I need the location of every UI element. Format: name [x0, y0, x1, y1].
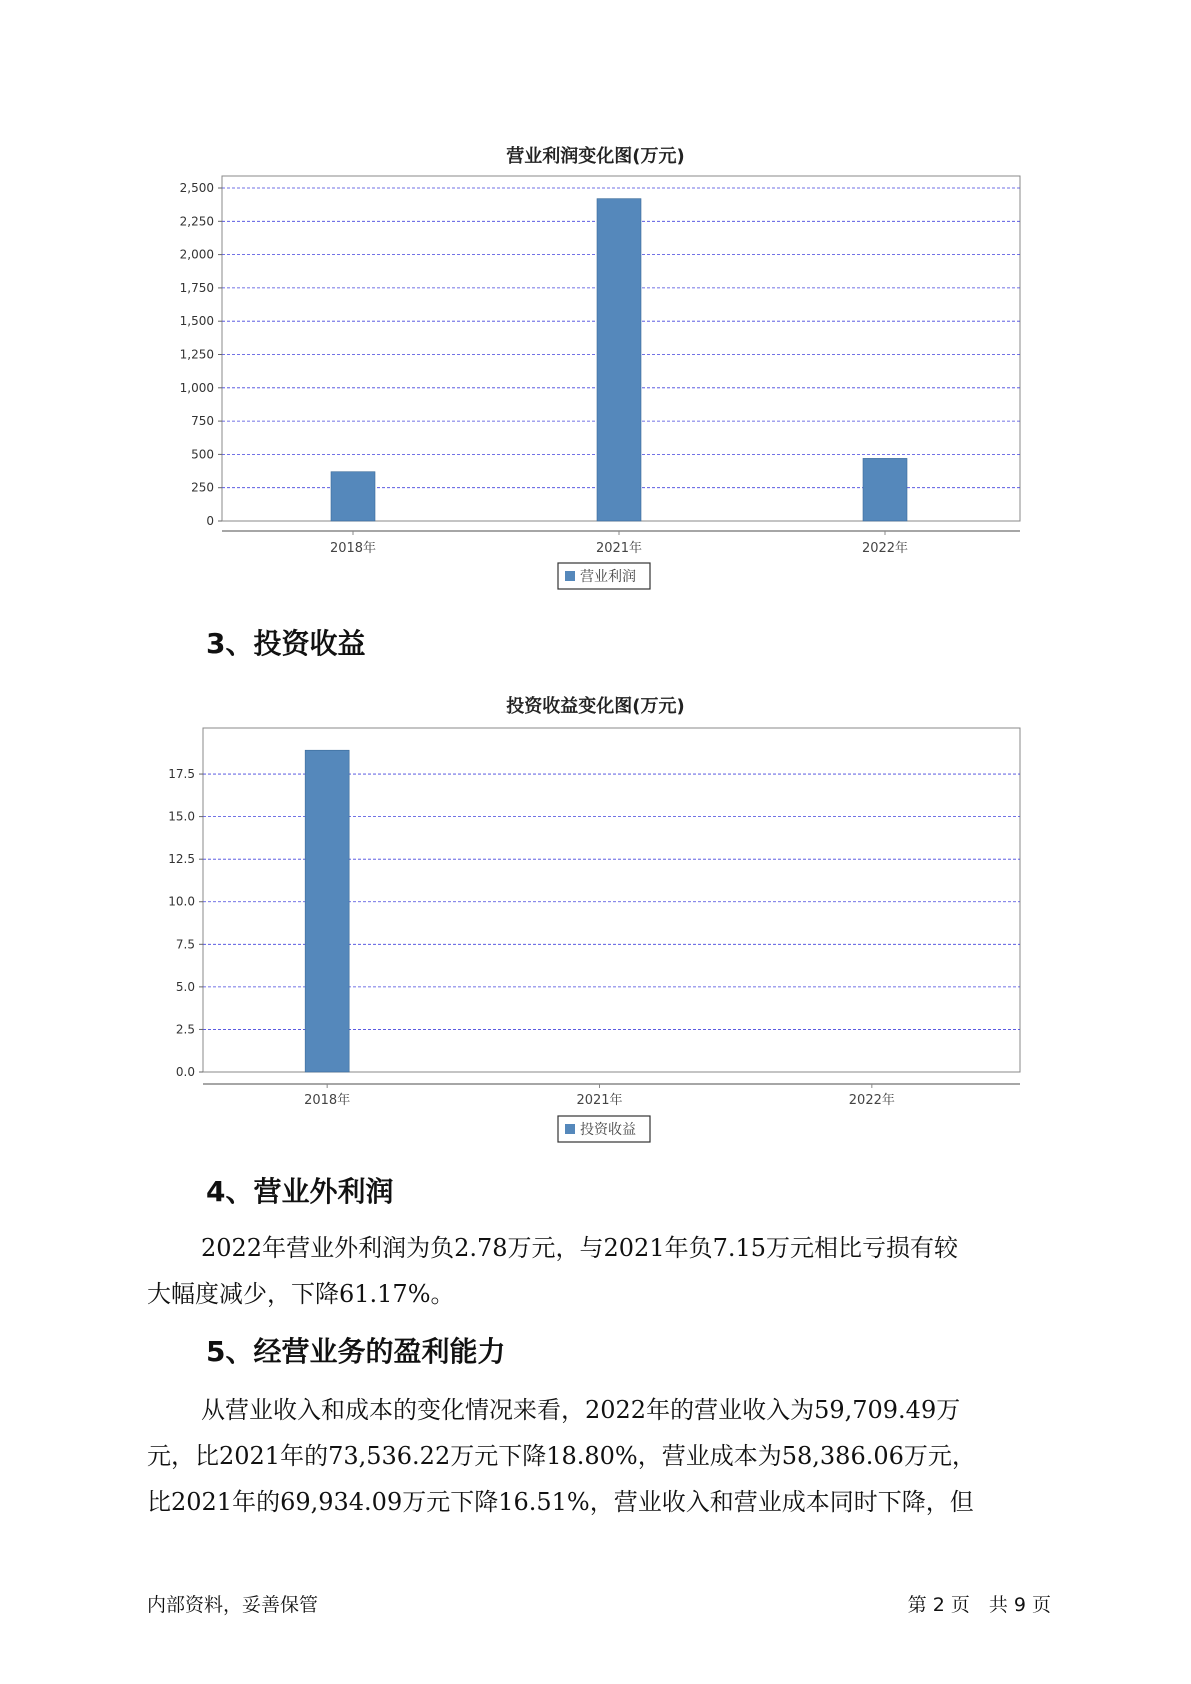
paragraph-line: 比2021年的69,934.09万元下降16.51%，营业收入和营业成本同时下降，但 [147, 1488, 974, 1516]
y-tick-label: 5.0 [175, 979, 195, 994]
footer-confidential-note: 内部资料，妥善保管 [147, 1594, 319, 1616]
y-tick-label: 1,500 [179, 314, 214, 329]
section-heading-profitability: 5、经营业务的盈利能力 [206, 1335, 506, 1368]
y-tick-label: 7.5 [175, 937, 195, 952]
y-tick-label: 10.0 [168, 894, 195, 909]
paragraph-line: 从营业收入和成本的变化情况来看，2022年的营业收入为59,709.49万 [201, 1396, 961, 1424]
profitability-paragraph [147, 1387, 1067, 1525]
legend-label: 投资收益 [580, 1122, 636, 1138]
bar [331, 472, 375, 521]
bar [863, 458, 907, 521]
bar [597, 199, 641, 521]
y-tick-label: 15.0 [168, 809, 195, 824]
legend [558, 1116, 650, 1142]
investment-income-chart-title: 投资收益变化图(万元) [506, 696, 685, 717]
x-tick-label: 2018年 [304, 1093, 351, 1108]
investment-income-chart [0, 710, 1191, 1150]
y-tick-label: 500 [191, 447, 214, 462]
bar [305, 750, 349, 1072]
y-tick-label: 17.5 [168, 767, 195, 782]
legend-swatch [565, 571, 575, 581]
y-tick-label: 12.5 [168, 852, 195, 867]
section-heading-investment: 3、投资收益 [206, 627, 366, 660]
operating-profit-chart [0, 160, 1191, 600]
section-heading-non-operating: 4、营业外利润 [206, 1175, 394, 1208]
legend-swatch [565, 1124, 575, 1134]
y-tick-label: 2.5 [175, 1022, 195, 1037]
y-tick-label: 1,750 [179, 280, 214, 295]
paragraph-line: 大幅度减少，下降61.17%。 [147, 1280, 455, 1308]
x-tick-label: 2021年 [595, 541, 643, 556]
y-tick-label: 0 [206, 514, 214, 528]
y-tick-label: 0.0 [175, 1065, 195, 1079]
y-tick-label: 2,500 [179, 181, 214, 195]
non-operating-paragraph [147, 1225, 1067, 1317]
x-tick-label: 2021年 [576, 1093, 623, 1108]
footer-page-number: 第 2 页 共 9 页 [907, 1594, 1051, 1616]
y-tick-label: 1,000 [179, 380, 214, 395]
x-tick-label: 2022年 [848, 1093, 895, 1108]
y-tick-label: 2,000 [179, 247, 214, 262]
operating-profit-chart-title: 营业利润变化图(万元) [506, 146, 685, 167]
y-tick-label: 1,250 [179, 347, 214, 362]
legend [558, 563, 650, 589]
y-tick-label: 2,250 [179, 214, 214, 229]
x-tick-label: 2022年 [861, 541, 909, 556]
paragraph-line: 元，比2021年的73,536.22万元下降18.80%，营业成本为58,386.06万元， [147, 1442, 976, 1470]
y-tick-label: 250 [191, 480, 214, 495]
legend-label: 营业利润 [580, 569, 636, 585]
paragraph-line: 2022年营业外利润为负2.78万元，与2021年负7.15万元相比亏损有较 [201, 1234, 959, 1262]
y-tick-label: 750 [191, 414, 214, 429]
x-tick-label: 2018年 [329, 541, 377, 556]
